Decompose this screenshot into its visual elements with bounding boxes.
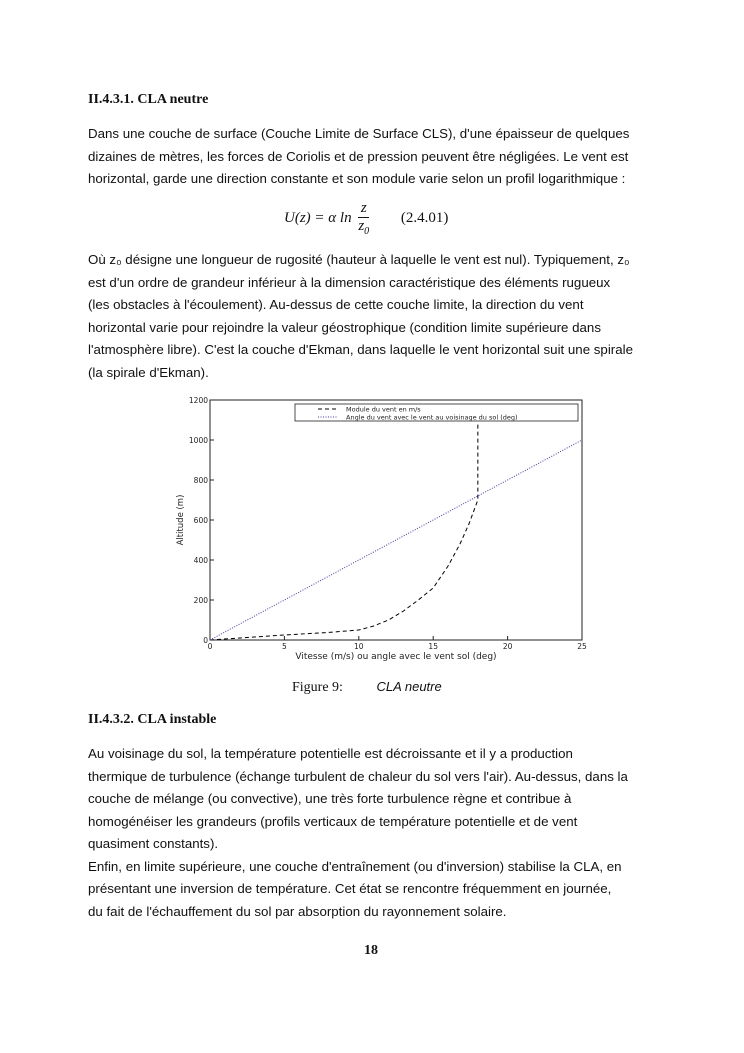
denominator: z [358, 218, 365, 234]
y-tick-label: 1000 [188, 436, 208, 445]
figure-caption [292, 679, 442, 696]
text-line: dizaines de mètres, les forces de Coriolis et de pression peuvent être négligées. Le vent est [88, 148, 629, 164]
subscript: 0 [364, 226, 370, 237]
x-tick-label: 10 [354, 642, 364, 651]
text-line: quasiment constants). [88, 836, 219, 851]
text-line: horizontal, garde une direction constante et son module varie selon un profil logarithmique : [88, 171, 626, 186]
figure-caption-text: CLA neutre [376, 679, 442, 694]
legend-label: Angle du vent avec le vent au voisinage du sol (deg) [346, 413, 518, 422]
y-axis-label: Altitude (m) [176, 494, 186, 546]
page-number: 18 [364, 943, 378, 958]
x-tick-label: 20 [502, 642, 513, 651]
series-line-1 [210, 440, 582, 640]
text-line: homogénéiser les grandeurs (profils verticaux de température potentielle et de vent [88, 813, 578, 829]
y-tick-label: 200 [193, 596, 208, 605]
x-tick-label: 15 [428, 642, 438, 651]
equation-number: (2.4.01) [400, 209, 449, 226]
text-line: couche de mélange (ou convective), une très forte turbulence règne et contribue à [88, 791, 572, 806]
plot-frame [210, 400, 582, 640]
text-line: est d'un ordre de grandeur inférieur à la dimension caractéristique des éléments rugueux [88, 274, 611, 290]
text-line: horizontal varie pour rejoindre la valeur géostrophique (condition limite supérieure dans [88, 319, 601, 335]
section-heading: II.4.3.1. CLA neutre [88, 92, 209, 107]
x-tick-label: 5 [282, 642, 287, 651]
section-heading: II.4.3.2. CLA instable [88, 712, 217, 727]
y-tick-label: 800 [193, 476, 208, 485]
x-axis-label: Vitesse (m/s) ou angle avec le vent sol (deg) [295, 652, 497, 662]
equation-lhs: U(z) = α ln [284, 209, 352, 226]
text-line: (les obstacles à l'écoulement). Au-dessus de cette couche limite, la direction du vent [88, 297, 584, 312]
paragraph [88, 743, 668, 923]
text-line: Enfin, en limite supérieure, une couche d'entraînement (ou d'inversion) stabilise la CLA, en [88, 858, 622, 874]
text-line: l'atmosphère libre). C'est la couche d'Ekman, dans laquelle le vent horizontal suit une spirale [88, 342, 633, 357]
text-line: Au voisinage du sol, la température potentielle est décroissante et il y a production [88, 746, 573, 761]
text-line: Où z₀ désigne une longueur de rugosité (hauteur à laquelle le vent est nul). Typiquement, z₀ [88, 252, 630, 267]
text-line: thermique de turbulence (échange turbulent de chaleur du sol vers l'air). Au-dessus, dans la [88, 768, 628, 784]
y-tick-label: 1200 [188, 396, 208, 405]
y-tick-label: 600 [193, 516, 208, 525]
numerator: z [358, 200, 369, 218]
text-line: du fait de l'échauffement du sol par absorption du rayonnement solaire. [88, 903, 507, 919]
x-tick-label: 25 [577, 642, 587, 651]
text-line: présentant une inversion de température. Cet état se rencontre fréquemment en journée, [88, 881, 612, 896]
legend-label: Module du vent en m/s [346, 405, 421, 414]
text-line: (la spirale d'Ekman). [88, 364, 209, 380]
y-tick-label: 0 [203, 636, 208, 645]
figure-label: Figure 9: [292, 680, 343, 695]
x-tick-label: 0 [207, 642, 213, 651]
series-line-0 [210, 424, 478, 640]
y-tick-label: 400 [193, 556, 208, 565]
text-line: Dans une couche de surface (Couche Limite de Surface CLS), d'une épaisseur de quelques [88, 126, 630, 141]
